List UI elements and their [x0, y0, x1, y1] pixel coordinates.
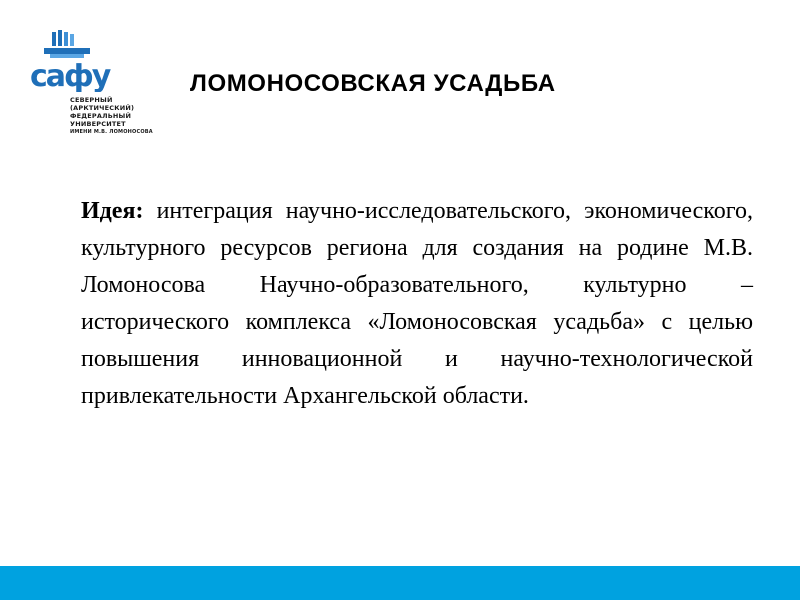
logo-caption-line: (АРКТИЧЕСКИЙ): [70, 104, 135, 112]
logo-wordmark: сафу: [30, 59, 110, 92]
slide-title: ЛОМОНОСОВСКАЯ УСАДЬБА: [190, 70, 556, 97]
university-logo: [30, 30, 153, 150]
slide-body: [81, 193, 753, 415]
logo-caption-line: ФЕДЕРАЛЬНЫЙ: [70, 112, 132, 120]
bottom-accent-bar: [0, 566, 800, 600]
body-text: интеграция научно-исследовательского, экономического, культурного ресурсов региона для создания на родине М.В. Ломоносова Научно-образовательного, культурно – исторического комплекса «Ломоносовская усадьба» с целью повышения инновационной и научно-технологической привлекательности Архангельской области.: [81, 198, 753, 409]
logo-caption-line: УНИВЕРСИТЕТ: [70, 120, 126, 128]
safu-logo-icon: [30, 30, 122, 92]
logo-caption-line: ИМЕНИ М.В. ЛОМОНОСОВА: [70, 129, 153, 135]
logo-caption: [70, 96, 153, 136]
body-lead: Идея:: [81, 198, 144, 224]
logo-caption-line: СЕВЕРНЫЙ: [70, 96, 113, 104]
